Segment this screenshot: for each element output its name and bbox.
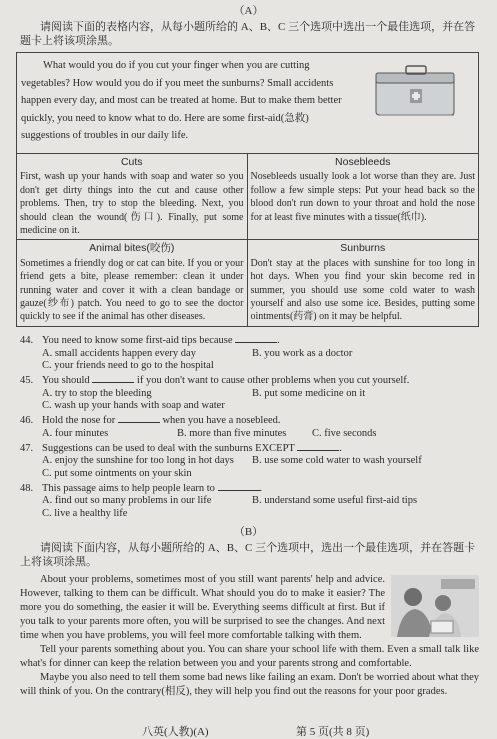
cuts-title: Cuts — [120, 156, 143, 168]
family-photo-image — [391, 575, 479, 637]
reading-table — [16, 52, 479, 327]
question-stem: You should — [42, 374, 90, 386]
question-stem: Suggestions can be used to deal with the sunburns EXCEPT — [42, 442, 295, 454]
animal-bites-cell — [17, 240, 248, 325]
option-b[interactable]: B. put some medicine on it — [252, 387, 366, 399]
question-stem-end: when you have a nosebleed. — [162, 415, 281, 427]
sunburns-cell — [248, 240, 479, 325]
footer-page-number: 第 5 页(共 8 页) — [296, 726, 370, 738]
paragraph-3: Maybe you also need to tell them some bad news like failing an exam. Don't be worried about what they will think of you. On the contrary(相反), they will help you find out the reasons for your poor grades. — [20, 671, 479, 697]
paragraph-2: Tell your parents something about you. You can share your school life with them. Even a small talk like what's for dinner can keep the relation between you and your parents strong and comfortable. — [20, 643, 479, 669]
question-46 — [20, 413, 479, 440]
first-aid-kit-icon — [372, 63, 462, 121]
question-stem: This passage aims to help people learn to — [42, 482, 215, 494]
question-47 — [20, 441, 479, 481]
option-b[interactable]: B. more than five minutes — [177, 427, 287, 439]
option-b[interactable]: B. use some cold water to wash yourself — [252, 455, 422, 467]
question-stem: Hold the nose for — [42, 415, 116, 427]
question-list — [20, 333, 479, 521]
question-number: 45. — [20, 374, 34, 386]
question-number: 44. — [20, 334, 34, 346]
option-b[interactable]: B. understand some useful first-aid tips — [252, 495, 418, 507]
option-a[interactable]: A. four minutes — [42, 427, 109, 439]
question-number: 47. — [20, 442, 34, 454]
question-stem-end: . — [277, 334, 280, 346]
sunburns-title: Sunburns — [340, 242, 386, 255]
answer-blank — [92, 373, 134, 383]
option-c[interactable]: C. live a healthy life — [42, 508, 128, 520]
answer-blank — [218, 481, 260, 491]
answer-blank — [118, 413, 160, 423]
animal-bites-text: Sometimes a friendly dog or cat can bite. If you or your friend gets a bite, please remember: clean it under running water and cover it with a clean bandage or gauze(纱布) patch. You need to go to see the doctor quickly to see if the animal has other diseases. — [20, 257, 244, 323]
question-45 — [20, 373, 479, 413]
cuts-text: First, wash up your hands with soap and water so you don't get dirty things into the cut and cause other problems. Then, try to stop the bleeding. Next, you should clean the wound(伤口). Finally, put some medicine on it. — [20, 171, 244, 237]
option-b[interactable]: B. you work as a doctor — [252, 347, 353, 359]
question-48 — [20, 481, 479, 521]
footer-subject: 八英(人教)(A) — [142, 726, 209, 738]
section-b-instruction: 请阅读下面内容，从每小题所给的 A、B、C 三个选项中，选出一个最佳选项，并在答题卡上将该项涂黑。 — [20, 541, 476, 568]
nosebleeds-title: Nosebleeds — [335, 156, 391, 168]
answer-blank — [297, 441, 339, 451]
table-intro — [17, 53, 478, 154]
animal-bites-title: Animal bites(咬伤) — [89, 242, 175, 255]
passage-b — [20, 573, 479, 699]
section-a-title: （A） — [233, 5, 264, 17]
answer-blank — [235, 333, 277, 343]
question-stem-end: . — [339, 442, 342, 454]
question-number: 46. — [20, 415, 34, 427]
option-c[interactable]: C. five seconds — [312, 427, 377, 439]
option-c[interactable]: C. wash up your hands with soap and water — [42, 400, 225, 412]
sunburns-text: Don't stay at the places with sunshine for too long in hot days. When you find your skin become red in summer, you should use some cold water to wash yourself and also use some ice. Besides, putting some ointments(药膏) on it may be helpful. — [250, 257, 475, 323]
option-c[interactable]: C. your friends need to go to the hospital — [42, 360, 214, 372]
intro-text: What would you do if you cut your finger when you are cutting vegetables? How would you do if you meet the sunburns? Small accidents happen every day, and most can be treated at home. But to make them better quickly, you need to know what to do. Here are some first-aid(急救) suggestions of troubles in our daily life. — [21, 60, 342, 141]
option-a[interactable]: A. small accidents happen every day — [42, 347, 196, 359]
paragraph-1: About your problems, sometimes most of you still want parents' help and advice. However, talking to them can be difficult. What should you do to make it easier? The more you do something, the easier it will be. Everything seems difficult at first. But if you talk to your parents more often, you will be surprised to see the changes. And next time when you have problems, you will feel more comfortable talking with them. — [20, 573, 385, 641]
section-b-title: （B） — [233, 525, 264, 538]
nosebleeds-cell — [248, 154, 479, 240]
option-a[interactable]: A. enjoy the sunshine for too long in hot days — [42, 455, 234, 467]
nosebleeds-text: Nosebleeds usually look a lot worse than they are. Just follow a few simple steps: Put your head back so the blood don't run down to your throat and hold the nose for at least five minutes with a tissue(纸巾). — [250, 171, 475, 223]
option-a[interactable]: A. try to stop the bleeding — [42, 387, 152, 399]
option-a[interactable]: A. find out so many problems in our life — [42, 495, 212, 507]
question-stem-end: . — [259, 482, 263, 494]
question-44 — [20, 333, 479, 373]
question-number: 48. — [20, 482, 34, 494]
cuts-cell — [17, 154, 248, 240]
option-c[interactable]: C. put some ointments on your skin — [42, 467, 192, 479]
question-stem-end: if you don't want to cause other problems when you cut yourself. — [136, 374, 410, 386]
section-a-instruction: 请阅读下面的表格内容，从每小题所给的 A、B、C 三个选项中选出一个最佳选项，并在答题卡上将该项涂黑。 — [20, 21, 476, 47]
question-stem: You need to know some first-aid tips because — [42, 334, 233, 346]
exam-page — [0, 2, 497, 738]
